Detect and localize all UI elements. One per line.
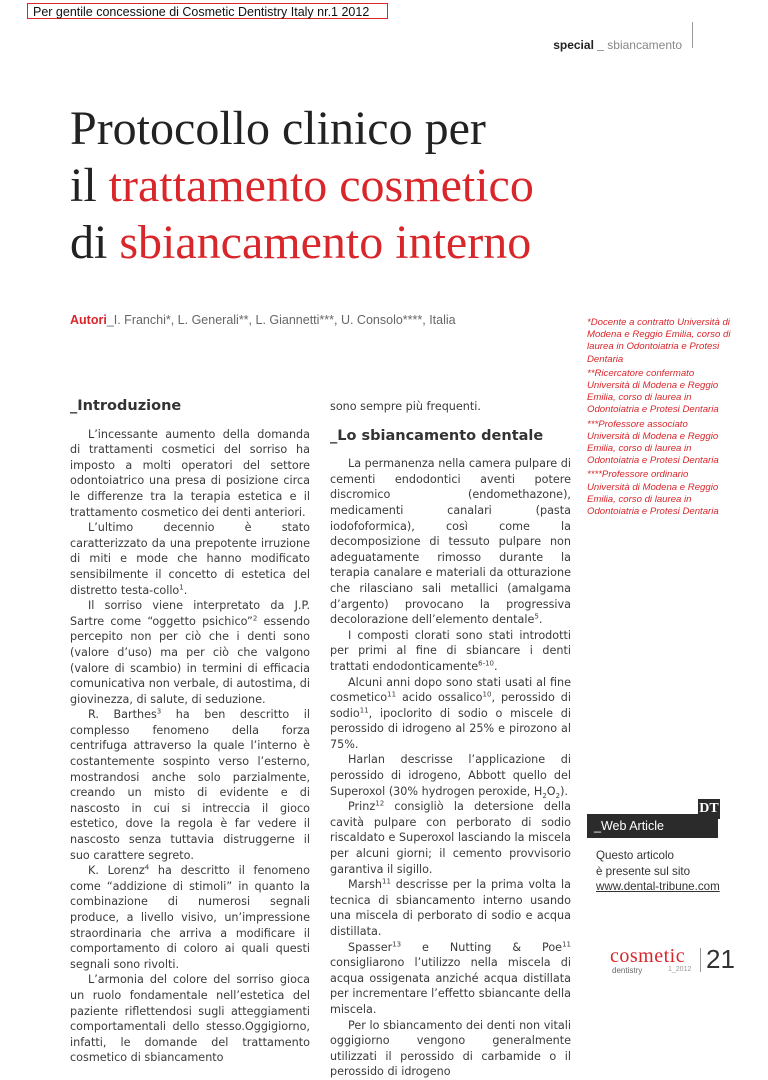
footnote-ref: 12 bbox=[375, 799, 385, 808]
footnote-ref: 11 bbox=[359, 705, 369, 714]
web-article-link[interactable]: www.dental-tribune.com bbox=[596, 880, 720, 893]
footer-divider bbox=[700, 948, 701, 972]
heading-introduzione: _Introduzione bbox=[70, 398, 182, 414]
title-line-2-prefix: il bbox=[70, 159, 97, 212]
paragraph: Harlan descrisse l’applicazione di perossido di idrogeno, Abbott quello del Superoxol (30% hydrogen peroxide, $H_2O_2$). bbox=[330, 753, 571, 800]
title-line-1: Protocollo clinico per bbox=[70, 102, 486, 155]
column-2 bbox=[330, 399, 571, 1080]
affiliation-3: ***Professore associato Università di Modena e Reggio Emilia, corso di laurea in Odontoiatria e Protesi Dentaria bbox=[587, 418, 719, 467]
affiliations bbox=[587, 317, 732, 520]
footnote-ref: 4 bbox=[144, 863, 150, 872]
footnote-ref: 3 bbox=[156, 707, 162, 716]
title-line-2-highlight: trattamento cosmetico bbox=[108, 159, 534, 212]
paragraph: L’incessante aumento della domanda di trattamenti cosmetici del sorriso ha imposto a molti operatori del settore odontoiatrico una presa di posizione circa le differenze tra la terapia estetica e il trattamento cosmetico dei denti anteriori. bbox=[70, 427, 310, 519]
web-article-label: _Web Article bbox=[587, 814, 718, 838]
section-sub: sbiancamento bbox=[607, 38, 682, 52]
footnote-ref: 6-10 bbox=[478, 659, 495, 668]
page-number: 21 bbox=[706, 944, 735, 974]
column-1 bbox=[70, 399, 310, 1066]
courtesy-note: Per gentile concessione di Cosmetic Dentistry Italy nr.1 2012 bbox=[27, 3, 388, 19]
paragraph: L’ultimo decennio è stato caratterizzato da una prepotente irruzione di miti e mode che hanno modificato sensibilmente il concetto di estetica del distretto testa-collo$^1$. bbox=[70, 521, 310, 597]
footnote-ref: 13 bbox=[392, 939, 402, 948]
paragraph: Alcuni anni dopo sono stati usati al fine cosmetico$^{11}$ acido ossalico$^{10}$, perossido di sodio$^{11}$, ipoclorito di sodio o miscele di perossido di idrogeno al 25% e pirozono al 75%. bbox=[330, 675, 571, 751]
footnote-ref: 5 bbox=[534, 612, 539, 621]
web-article-line-1: Questo articolo bbox=[596, 849, 674, 862]
affiliation-4: ****Professore ordinario Università di Modena e Reggio Emilia, corso di laurea in Odontoiatria e Protesi Dentaria bbox=[587, 469, 719, 518]
paragraph: La permanenza nella camera pulpare di cementi endodontici aventi potere discromico (endomethazone), medicamenti canalari (pasta iodofoformica), così come la decomposizione di tessuto pulpare non adeguatamente rimosso durante la terapia canalare e materiali da otturazione che rilasciano sali metallici (amalgama d’argento) provocano la progressiva decolorazione dell’elemento dentale$^5$. bbox=[330, 457, 571, 627]
affiliation-1: *Docente a contratto Università di Modena e Reggio Emilia, corso di laurea in Odontoiatria e Protesi Dentaria bbox=[587, 317, 731, 365]
issue-number: 1_2012 bbox=[668, 966, 692, 973]
web-article-text bbox=[596, 848, 736, 895]
footnote-ref: 11 bbox=[387, 690, 397, 699]
paragraph: Spasser$^{13}$ e Nutting & Poe$^{11}$ consigliarono l’utilizzo nella miscela di acqua ossigenata anziché acqua distillata per incrementare l’effetto sbiancante della miscela. bbox=[330, 939, 571, 1016]
title-line-3-highlight: sbiancamento interno bbox=[119, 216, 532, 269]
paragraph: Marsh$^{11}$ descrisse per la prima volta la tecnica di sbiancamento interno usando una miscela di perborato di sodio e acqua distillata. bbox=[330, 877, 571, 938]
web-article-line-2: è presente sul sito bbox=[596, 864, 691, 878]
authors-names: _I. Franchi*, L. Generali**, L. Giannetti***, U. Consolo****, Italia bbox=[106, 313, 456, 327]
paragraph: L’armonia del colore del sorriso gioca un ruolo fondamentale nell’estetica del paziente riflettendosi sugli atteggiamenti comportamentali dello stesso.Oggigiorno, infatti, le domande del trattamento cosmetico di sbiancamento bbox=[70, 973, 310, 1065]
magazine-logo bbox=[610, 946, 690, 980]
authors-label: Autori bbox=[70, 313, 107, 327]
paragraph: I composti clorati sono stati introdotti per primi al fine di sbiancare i denti trattati endodonticamente$^{6-10}$. bbox=[330, 628, 571, 673]
header-divider bbox=[692, 22, 693, 48]
section-main: special bbox=[553, 38, 594, 52]
section-label bbox=[553, 38, 682, 52]
dental-tribune-logo: DT bbox=[698, 799, 720, 819]
brand-sub: dentistry bbox=[612, 966, 643, 975]
brand-main: cosmetic bbox=[610, 945, 686, 967]
heading-sbiancamento-dentale: _Lo sbiancamento dentale bbox=[330, 427, 544, 444]
authors-line bbox=[70, 313, 456, 327]
section-separator: _ bbox=[597, 38, 604, 52]
article-title bbox=[70, 100, 710, 271]
affiliation-2: **Ricercatore confermato Università di Modena e Reggio Emilia, corso di laurea in Odontoiatria e Protesi Dentaria bbox=[587, 367, 719, 416]
footnote-ref: 10 bbox=[482, 690, 492, 699]
footnote-ref: 11 bbox=[382, 877, 391, 886]
footnote-ref: 2 bbox=[252, 613, 258, 622]
paragraph: K. Lorenz$^4$ ha descritto il fenomeno come “addizione di stimoli” in quanto la combinazione di numerosi segnali produce, a livello visivo, un’impressione straordinaria che arriva a modificare il comportamento di coloro ai quali questi segnali sono rivolti. bbox=[70, 863, 310, 971]
title-line-3-prefix: di bbox=[70, 216, 108, 269]
paragraph-continued: sono sempre più frequenti. bbox=[330, 400, 481, 413]
paragraph: Il sorriso viene interpretato da J.P. Sartre come “oggetto psichico”$^2$ essendo percepito non per ciò che i denti sono (valore d’uso) ma per ciò che valgono (valore di scambio) in termini di efficacia comunicativa non verbale, di autostima, di giovinezza, di salute, di seduzione. bbox=[70, 599, 310, 706]
footnote-ref: 11 bbox=[562, 939, 571, 948]
footnote-ref: 1 bbox=[179, 582, 184, 591]
paragraph: Per lo sbiancamento dei denti non vitali oggigiorno vengono generalmente utilizzati il perossido di carbamide o il perossido di idrogeno bbox=[330, 1018, 571, 1079]
paragraph: R. Barthes$^3$ ha ben descritto il complesso fenomeno della forza centrifuga attraverso la quale l’interno è costantemente sospinto verso l’esterno, mostrandosi anche solo parzialmente, creando un misto di evidente e di nascosto in cui si intreccia il gioco estetico, dove la regola è far vedere il nascosto senza tuttavia distruggerne il suo carattere segreto. bbox=[70, 707, 310, 862]
paragraph: Prinz$^{12}$ consigliò la detersione della cavità pulpare con perborato di sodio riscaldato e Superoxol lasciando la miscela per alcuni giorni; il cemento provvisorio garantiva il sigillo. bbox=[330, 799, 571, 876]
